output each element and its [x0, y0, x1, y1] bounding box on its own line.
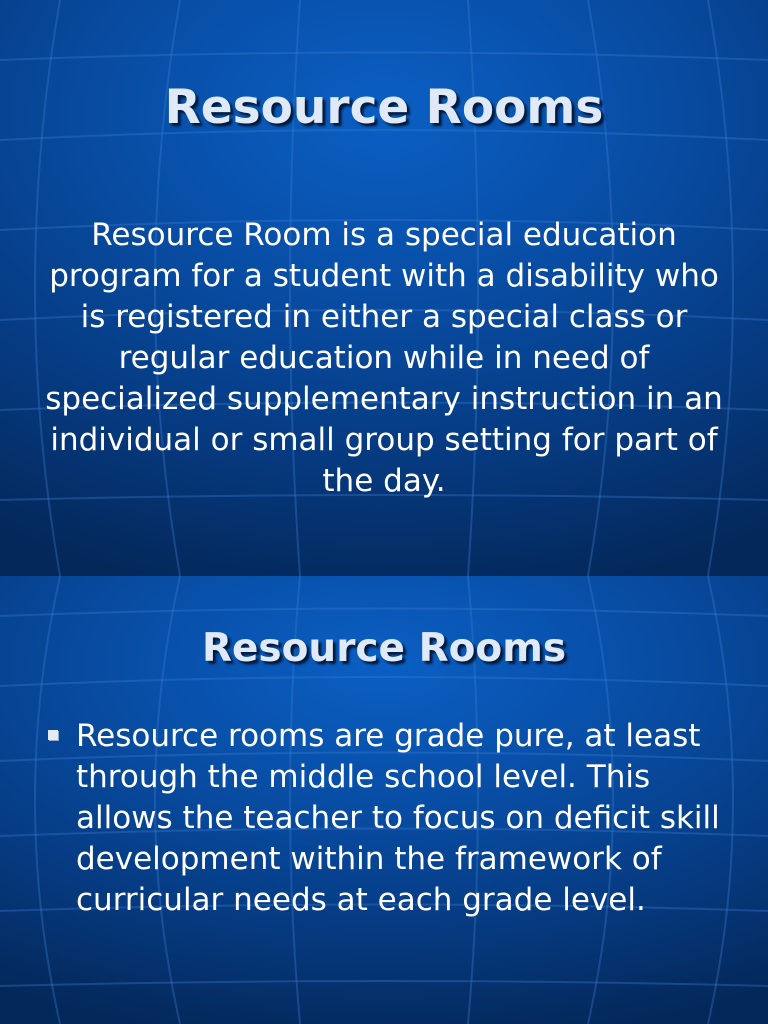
square-bullet-icon — [48, 730, 58, 740]
bullet-text: Resource rooms are grade pure, at least through the middle school level. This allows the teacher to focus on deficit skill development within the framework of curricular needs at each grade level. — [76, 718, 720, 918]
bullet-list — [46, 716, 736, 921]
slide-2 — [0, 576, 768, 1024]
slide-body-text: Resource Room is a special education program for a student with a disability who is registered in either a special class or regular education while in need of specialized supplementary instruction in an individual or small group setting for part of the day. — [45, 217, 723, 499]
slide-title: Resource Rooms — [164, 80, 604, 135]
slide-title: Resource Rooms — [201, 626, 567, 671]
bullet-item — [46, 716, 736, 921]
